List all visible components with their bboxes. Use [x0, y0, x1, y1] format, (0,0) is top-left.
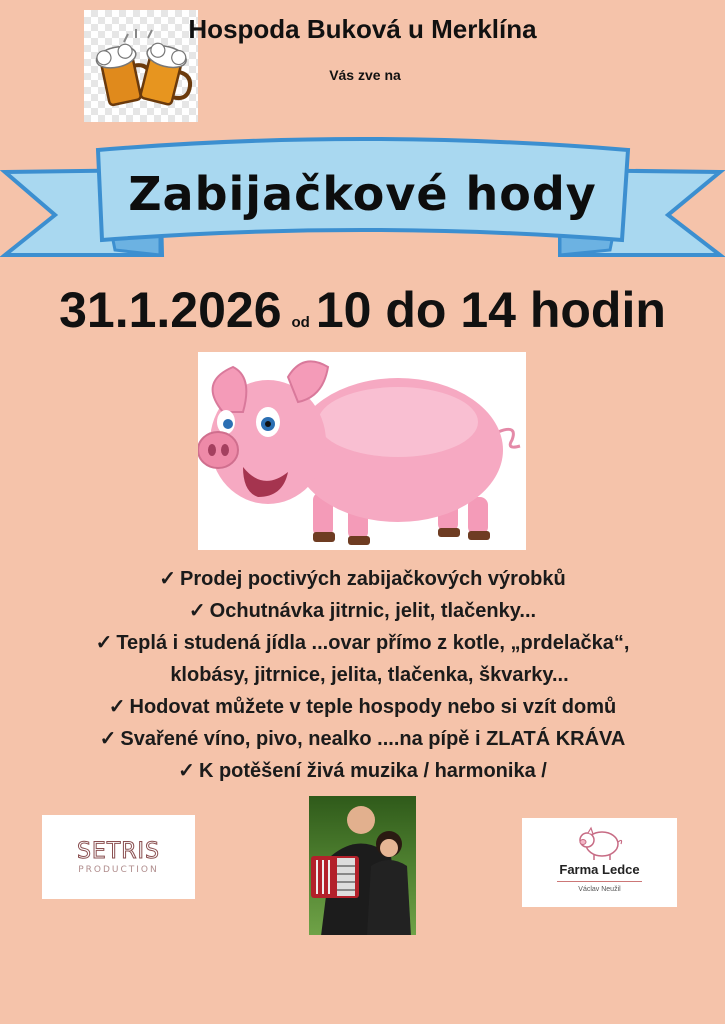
check-icon: ✓	[99, 728, 117, 750]
farma-ledce-logo	[522, 818, 677, 907]
feature-item: ✓ K potěšení živá muzika / harmonika /	[0, 755, 725, 787]
musicians-photo	[309, 796, 416, 935]
feature-item: ✓ Teplá i studená jídla ...ovar přímo z kotle, „prdelačka“,	[0, 627, 725, 659]
check-icon: ✓	[178, 760, 195, 782]
musicians-photo-icon	[309, 796, 416, 935]
feature-item: ✓ Ochutnávka jitrnic, jelit, tlačenky...	[0, 595, 725, 627]
divider	[557, 881, 642, 882]
date-time-line	[0, 281, 725, 339]
event-date: 31.1.2026	[59, 282, 282, 338]
farma-name: Farma Ledce	[559, 862, 640, 877]
check-icon: ✓	[108, 696, 126, 718]
farma-owner: Václav Neužil	[578, 886, 621, 893]
invite-text: Vás zve na	[329, 67, 401, 83]
check-icon: ✓	[188, 600, 206, 622]
venue-title: Hospoda Buková u Merklína	[188, 14, 537, 44]
event-time: 10 do 14 hodin	[315, 282, 666, 338]
setris-sub: PRODUCTION	[78, 865, 159, 875]
from-word: od	[291, 314, 310, 331]
feature-list	[0, 563, 725, 787]
feature-item: ✓ Prodej poctivých zabijačkových výrobků	[0, 563, 725, 595]
feature-item: ✓ Svařené víno, pivo, nealko ....na pípě i ZLATÁ KRÁVA	[0, 723, 725, 755]
setris-name: SETRIS	[76, 839, 161, 864]
setris-logo	[42, 815, 195, 899]
event-title: Zabijačkové hody	[128, 167, 597, 221]
feature-item: ✓ Hodovat můžete v teple hospody nebo si vzít domů	[0, 691, 725, 723]
piggy-bank-icon	[522, 820, 677, 865]
check-icon: ✓	[159, 568, 177, 590]
pig-icon	[198, 352, 526, 550]
feature-item-continued: klobásy, jitrnice, jelita, tlačenka, škvarky...	[170, 664, 569, 686]
pig-illustration	[198, 352, 526, 550]
check-icon: ✓	[95, 632, 113, 654]
